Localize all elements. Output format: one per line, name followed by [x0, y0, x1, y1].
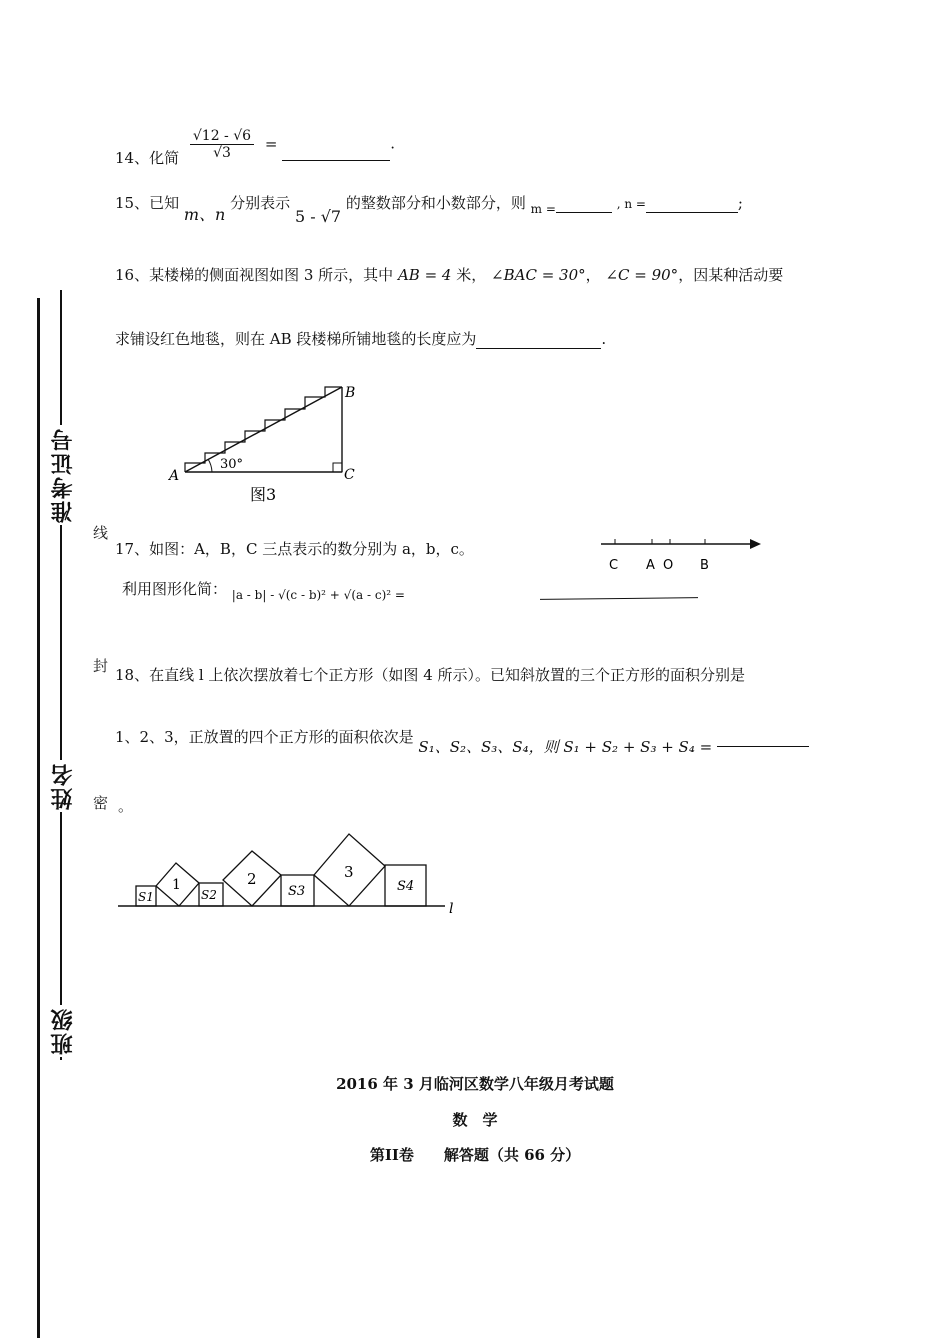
q16-line2: 求铺设红色地毯，则在 AB 段楼梯所铺地毯的长度应为: [115, 330, 477, 348]
seal-line-char: 线: [91, 525, 109, 540]
label-2: 2: [247, 870, 257, 888]
question-18-line2: [115, 726, 809, 756]
label-3: 3: [344, 863, 354, 881]
q15-end: ;: [737, 194, 743, 212]
q15-vars: m、n: [183, 205, 226, 224]
seal-mi-char: 密: [91, 795, 109, 810]
q15-post: 的整数部分和小数部分，则: [345, 194, 526, 212]
number-line-arrow: [750, 539, 761, 549]
question-18-end: 。: [118, 797, 134, 815]
q15-m-blank[interactable]: [556, 200, 612, 213]
q16-angle-c: ∠C = 90°: [605, 266, 679, 284]
label-B: B: [345, 385, 356, 401]
q14-equals: =: [264, 134, 278, 153]
question-18-line1: 18、在直线 l 上依次摆放着七个正方形（如图 4 所示）。已知斜放置的三个正方形的面积分别是: [115, 666, 746, 684]
class-label: 班级: [48, 1005, 79, 1057]
numline-label-C: C: [609, 558, 619, 573]
label-C: C: [344, 467, 355, 483]
seal-feng-char: 封: [91, 658, 109, 673]
q16-unit: 米，: [456, 266, 487, 284]
question-14: [115, 128, 395, 167]
q16-angle-bac: ∠BAC = 30°: [491, 266, 586, 284]
question-16-line2: [115, 328, 606, 349]
q16-ab: AB = 4: [397, 266, 452, 284]
q18-sum: S₁ + S₂ + S₃ + S₄ =: [563, 738, 713, 756]
q16-line1-pre: 16、某楼梯的侧面视图如图 3 所示，其中: [115, 266, 394, 284]
question-17-line1: 17、如图：A，B，C 三点表示的数分别为 a，b，c。: [115, 540, 474, 558]
figure-3-staircase: [160, 375, 360, 510]
q17-answer-blank[interactable]: [540, 597, 698, 600]
q16-line1-post: ，因某种活动要: [678, 266, 784, 284]
figure-4-squares: [115, 825, 465, 920]
label-1: 1: [172, 877, 181, 893]
figure-3-caption: 图3: [250, 485, 277, 504]
q17-line2-pre: 利用图形化简：: [122, 580, 228, 598]
q14-label: 14、化简: [115, 148, 180, 167]
angle-label: 30°: [220, 457, 244, 472]
section-title: 第II卷 解答题（共 66 分）: [369, 1146, 581, 1164]
numline-label-B: B: [700, 558, 709, 573]
q15-n-label: , n =: [616, 197, 646, 211]
q18-line2-pre: 1、2、3，正放置的四个正方形的面积依次是: [115, 728, 414, 746]
seal-dashes: [60, 290, 63, 1060]
binding-rule: [37, 298, 40, 1338]
q15-mid: 分别表示: [230, 194, 291, 212]
q14-numerator: √12 - √6: [190, 128, 254, 145]
q14-end: .: [390, 134, 395, 153]
exam-title: 2016 年 3 月临河区数学八年级月考试题: [336, 1075, 614, 1093]
subject-title: 数 学: [452, 1111, 498, 1129]
angle-arc: [208, 459, 212, 472]
question-16-line1: [115, 264, 783, 285]
label-S3: S3: [288, 884, 306, 899]
q15-expr: 5 - √7: [294, 207, 342, 226]
label-l: l: [449, 901, 454, 917]
q15-pre: 15、已知: [115, 194, 180, 212]
q17-expr: |a - b| - √(c - b)² + √(a - c)² =: [231, 588, 405, 602]
q14-answer-blank[interactable]: [282, 146, 390, 161]
q14-fraction: [190, 128, 254, 161]
name-label: 姓名: [48, 760, 79, 812]
q16-comma: ，: [585, 266, 601, 284]
q14-denominator: √3: [213, 145, 231, 161]
q18-s-list: S₁、S₂、S₃、S₄，则: [418, 738, 559, 756]
label-S2: S2: [201, 888, 217, 902]
right-angle-mark: [333, 463, 342, 472]
q16-line2-end: .: [601, 330, 607, 348]
q18-answer-blank[interactable]: [717, 736, 809, 747]
exam-id-label: 准考证号: [48, 425, 79, 525]
label-S1: S1: [138, 890, 154, 904]
q15-m-label: m =: [530, 202, 556, 216]
q16-answer-blank[interactable]: [476, 334, 601, 349]
question-17-line2: [122, 578, 405, 602]
label-S4: S4: [397, 879, 415, 894]
numline-label-A: A: [646, 558, 655, 573]
question-15: [115, 190, 743, 226]
number-line: [598, 533, 768, 578]
numline-label-O: O: [663, 558, 674, 573]
q15-n-blank[interactable]: [646, 200, 738, 213]
label-A: A: [169, 468, 180, 484]
